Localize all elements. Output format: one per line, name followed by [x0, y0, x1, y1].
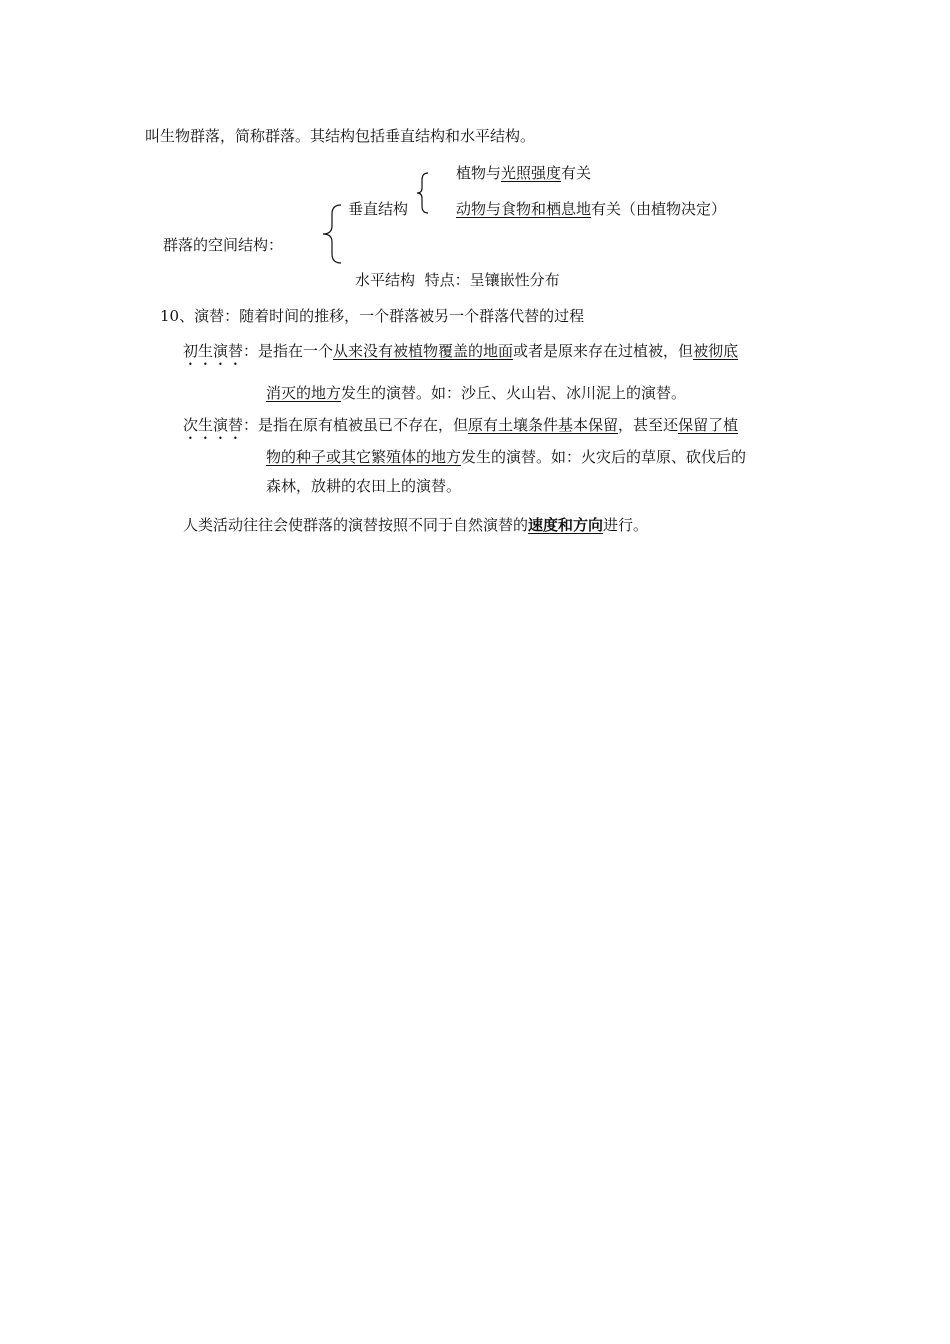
seeds-retained-term-end: 物的种子或其它繁殖体的地方: [266, 448, 462, 466]
primary-text-b: 或者是原来存在过植被，但: [513, 342, 694, 360]
primary-text-a: ：是指在一个: [243, 342, 334, 360]
animal-suffix: 有关（由植物决定）: [591, 200, 727, 218]
soil-retained-term: 原有土壤条件基本保留: [468, 416, 619, 434]
human-activity-line: [183, 515, 648, 535]
speed-direction-term: 速度和方向: [528, 516, 604, 534]
never-vegetated-term: 从来没有被植物覆盖的地面: [333, 342, 514, 360]
secondary-text-c: 发生的演替。如：火灾后的草原、砍伐后的: [461, 448, 747, 466]
spatial-structure-brace: [321, 204, 343, 264]
light-intensity-term: 光照强度: [501, 164, 562, 182]
secondary-line-3: 森林，放耕的农田上的演替。: [266, 477, 462, 495]
food-habitat-term: 动物与食物和栖息地: [456, 200, 592, 218]
horizontal-line: [355, 270, 560, 290]
spatial-structure-label: 群落的空间结构：: [163, 236, 284, 254]
primary-text-c: 发生的演替。如：沙丘、火山岩、冰川泥上的演替。: [341, 384, 687, 402]
secondary-text-b: ，甚至还: [618, 416, 679, 434]
primary-line-1: [183, 341, 738, 369]
human-text-a: 人类活动往往会使群落的演替按照不同于自然演替的: [183, 516, 529, 534]
animal-line: [456, 199, 726, 219]
succession-heading: 10、演替：随着时间的推移，一个群落被另一个群落代替的过程: [160, 307, 585, 325]
secondary-text-a: ：是指在原有植被虽已不存在，但: [243, 416, 469, 434]
vertical-brace: [416, 172, 432, 214]
plant-line: [456, 163, 591, 183]
plant-prefix: 植物与: [456, 164, 502, 182]
intro-line: 叫生物群落，简称群落。其结构包括垂直结构和水平结构。: [145, 127, 536, 145]
primary-succession-term: 初生演替: [183, 342, 244, 360]
primary-line-2: [266, 383, 686, 403]
horizontal-structure-label: 水平结构: [355, 271, 416, 289]
secondary-succession-term: 次生演替: [183, 416, 244, 434]
completely-destroyed-term-start: 被彻底: [693, 342, 739, 360]
plant-suffix: 有关: [561, 164, 592, 182]
secondary-line-1: [183, 415, 738, 443]
seeds-retained-term-start: 保留了植: [678, 416, 739, 434]
human-text-b: 进行。: [603, 516, 649, 534]
vertical-structure-label: 垂直结构: [348, 200, 409, 218]
completely-destroyed-term-end: 消灭的地方: [266, 384, 342, 402]
secondary-line-2: [266, 447, 746, 467]
horizontal-feature: 特点：呈镶嵌性分布: [424, 271, 560, 289]
